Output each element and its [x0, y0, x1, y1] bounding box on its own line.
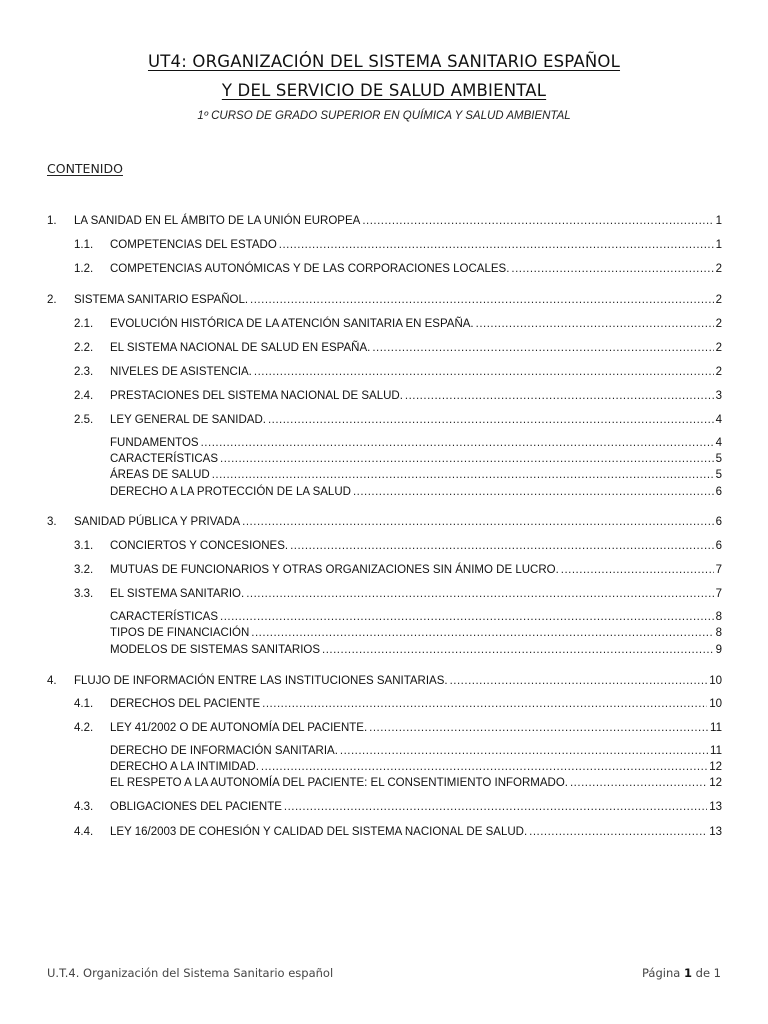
toc-entry[interactable]	[110, 611, 722, 623]
toc-entry-number: 3.3.	[74, 588, 94, 600]
toc-entry[interactable]	[110, 777, 722, 789]
toc-entry-page: 5	[715, 453, 722, 465]
toc-entry-number: 2.3.	[74, 366, 94, 378]
toc-entry-page: 8	[715, 611, 722, 623]
toc-entry-page: 2	[715, 294, 722, 306]
toc-entry-title: COMPETENCIAS DEL ESTADO	[110, 239, 277, 251]
document-subtitle: 1º CURSO DE GRADO SUPERIOR EN QUÍMICA Y SALUD AMBIENTAL	[197, 110, 571, 122]
toc-entry[interactable]	[110, 437, 722, 449]
toc-entry[interactable]	[74, 263, 722, 275]
toc-dot-leader	[254, 366, 714, 378]
toc-entry[interactable]	[74, 801, 722, 813]
toc-entry[interactable]	[47, 675, 722, 687]
toc-entry-title: MODELOS DE SISTEMAS SANITARIOS	[110, 644, 321, 656]
toc-entry-number: 2.1.	[74, 318, 94, 330]
toc-entry-page: 6	[715, 540, 722, 552]
toc-entry-title: SISTEMA SANITARIO ESPAÑOL.	[74, 294, 249, 306]
toc-dot-leader	[246, 588, 713, 600]
toc-dot-leader	[290, 540, 714, 552]
toc-entry-title: NIVELES DE ASISTENCIA.	[110, 366, 252, 378]
toc-entry[interactable]	[74, 588, 722, 600]
toc-dot-leader	[340, 745, 708, 757]
toc-entry[interactable]	[74, 239, 722, 251]
toc-entry-page: 6	[715, 516, 722, 528]
toc-entry-page: 2	[715, 366, 722, 378]
toc-entry-page: 9	[715, 644, 722, 656]
toc-dot-leader	[250, 294, 714, 306]
toc-entry-title: CONCIERTOS Y CONCESIONES.	[110, 540, 289, 552]
toc-entry-page: 7	[715, 564, 722, 576]
toc-dot-leader	[220, 453, 714, 465]
toc-entry-page: 1	[715, 215, 722, 227]
footer-page-word: Página	[642, 966, 681, 980]
toc-entry-page: 13	[709, 801, 722, 813]
toc-entry-number: 4.1.	[74, 698, 94, 710]
toc-dot-leader	[450, 675, 708, 687]
footer-document-name: U.T.4. Organización del Sistema Sanitario español	[47, 966, 334, 980]
toc-entry-page: 11	[710, 745, 722, 757]
footer-page-current: 1	[683, 966, 692, 980]
toc-entry-number: 4.	[47, 675, 57, 687]
document-title-line1: UT4: ORGANIZACIÓN DEL SISTEMA SANITARIO ESPAÑOL	[147, 52, 621, 71]
toc-dot-leader	[242, 516, 713, 528]
toc-entry[interactable]	[110, 469, 722, 481]
toc-entry-number: 4.3.	[74, 801, 94, 813]
toc-entry-page: 11	[710, 722, 722, 734]
toc-entry-number: 2.2.	[74, 342, 94, 354]
toc-dot-leader	[268, 414, 714, 426]
toc-entry-number: 4.2.	[74, 722, 94, 734]
toc-entry-number: 2.5.	[74, 414, 94, 426]
contents-heading: CONTENIDO	[47, 161, 123, 176]
toc-entry[interactable]	[74, 414, 722, 426]
toc-entry-page: 2	[715, 263, 722, 275]
toc-entry[interactable]	[74, 390, 722, 402]
footer-page-number	[642, 966, 721, 980]
toc-entry-number: 1.	[47, 215, 57, 227]
footer-page-total: 1	[713, 966, 721, 980]
toc-entry-title: CARACTERÍSTICAS	[110, 453, 218, 465]
toc-entry-page: 12	[709, 761, 722, 773]
toc-dot-leader	[261, 761, 707, 773]
toc-entry-page: 13	[709, 826, 722, 838]
toc-dot-leader	[362, 215, 713, 227]
toc-entry-title: COMPETENCIAS AUTONÓMICAS Y DE LAS CORPORACIONES LOCALES.	[110, 263, 510, 275]
toc-dot-leader	[561, 564, 714, 576]
toc-entry[interactable]	[47, 294, 722, 306]
toc-dot-leader	[353, 486, 714, 498]
toc-entry[interactable]	[74, 366, 722, 378]
toc-dot-leader	[284, 801, 707, 813]
toc-dot-leader	[405, 390, 714, 402]
toc-entry-title: MUTUAS DE FUNCIONARIOS Y OTRAS ORGANIZACIONES SIN ÁNIMO DE LUCRO.	[110, 564, 559, 576]
toc-entry[interactable]	[110, 486, 722, 498]
toc-entry-title: DERECHO A LA INTIMIDAD.	[110, 761, 259, 773]
toc-entry[interactable]	[74, 342, 722, 354]
toc-dot-leader	[476, 318, 714, 330]
toc-entry-title: LA SANIDAD EN EL ÁMBITO DE LA UNIÓN EUROPEA	[74, 215, 361, 227]
toc-entry-page: 8	[715, 627, 722, 639]
toc-entry-number: 3.2.	[74, 564, 94, 576]
toc-entry-page: 2	[715, 318, 722, 330]
toc-entry-title: DERECHOS DEL PACIENTE	[110, 698, 261, 710]
toc-entry-title: SANIDAD PÚBLICA Y PRIVADA	[74, 516, 241, 528]
toc-entry-title: CARACTERÍSTICAS	[110, 611, 218, 623]
toc-entry-number: 1.1.	[74, 239, 94, 251]
toc-entry-page: 4	[715, 437, 722, 449]
toc-entry[interactable]	[110, 745, 722, 757]
toc-entry-title: ÁREAS DE SALUD	[110, 469, 210, 481]
toc-entry-title: FLUJO DE INFORMACIÓN ENTRE LAS INSTITUCIONES SANITARIAS.	[74, 675, 448, 687]
toc-entry-title: DERECHO DE INFORMACIÓN SANITARIA.	[110, 745, 338, 757]
toc-entry[interactable]	[47, 215, 722, 227]
toc-entry[interactable]	[74, 722, 722, 734]
toc-entry-title: OBLIGACIONES DEL PACIENTE	[110, 801, 282, 813]
toc-entry-number: 4.4.	[74, 826, 94, 838]
toc-entry-title: LEY 16/2003 DE COHESIÓN Y CALIDAD DEL SISTEMA NACIONAL DE SALUD.	[110, 826, 528, 838]
toc-dot-leader	[279, 239, 714, 251]
toc-entry-number: 1.2.	[74, 263, 94, 275]
toc-entry-title: LEY 41/2002 O DE AUTONOMÍA DEL PACIENTE.	[110, 722, 368, 734]
toc-entry-title: EVOLUCIÓN HISTÓRICA DE LA ATENCIÓN SANITARIA EN ESPAÑA.	[110, 318, 474, 330]
toc-entry-page: 2	[715, 342, 722, 354]
toc-dot-leader	[262, 698, 707, 710]
toc-entry-page: 4	[715, 414, 722, 426]
toc-entry-page: 10	[709, 675, 722, 687]
toc-entry-page: 5	[715, 469, 722, 481]
toc-dot-leader	[369, 722, 708, 734]
toc-entry-page: 3	[715, 390, 722, 402]
toc-entry-page: 1	[715, 239, 722, 251]
toc-entry[interactable]	[110, 644, 722, 656]
toc-entry[interactable]	[74, 318, 722, 330]
toc-entry[interactable]	[110, 453, 722, 465]
toc-dot-leader	[322, 644, 714, 656]
toc-entry[interactable]	[74, 564, 722, 576]
toc-entry[interactable]	[110, 627, 722, 639]
toc-entry[interactable]	[74, 826, 722, 838]
toc-entry-title: LEY GENERAL DE SANIDAD.	[110, 414, 266, 426]
toc-entry-title: FUNDAMENTOS	[110, 437, 199, 449]
toc-entry-page: 12	[709, 777, 722, 789]
toc-entry-title: PRESTACIONES DEL SISTEMA NACIONAL DE SALUD.	[110, 390, 403, 402]
toc-entry-page: 10	[709, 698, 722, 710]
toc-dot-leader	[201, 437, 714, 449]
toc-entry[interactable]	[74, 540, 722, 552]
toc-entry-number: 3.1.	[74, 540, 94, 552]
toc-dot-leader	[511, 263, 713, 275]
toc-entry-title: DERECHO A LA PROTECCIÓN DE LA SALUD	[110, 486, 351, 498]
toc-dot-leader	[529, 826, 707, 838]
toc-entry-page: 6	[715, 486, 722, 498]
toc-dot-leader	[220, 611, 714, 623]
document-title-line2: Y DEL SERVICIO DE SALUD AMBIENTAL	[221, 81, 547, 100]
toc-entry-number: 2.4.	[74, 390, 94, 402]
toc-entry-number: 3.	[47, 516, 57, 528]
toc-dot-leader	[372, 342, 713, 354]
toc-entry[interactable]	[47, 516, 722, 528]
toc-entry-title: EL RESPETO A LA AUTONOMÍA DEL PACIENTE: EL CONSENTIMIENTO INFORMADO.	[110, 777, 568, 789]
toc-entry-title: EL SISTEMA NACIONAL DE SALUD EN ESPAÑA.	[110, 342, 371, 354]
toc-entry[interactable]	[74, 698, 722, 710]
footer-page-of: de	[695, 966, 711, 980]
toc-entry-page: 7	[715, 588, 722, 600]
toc-entry[interactable]	[110, 761, 722, 773]
toc-entry-title: TIPOS DE FINANCIACIÓN	[110, 627, 250, 639]
toc-dot-leader	[251, 627, 713, 639]
toc-dot-leader	[212, 469, 714, 481]
toc-dot-leader	[570, 777, 707, 789]
toc-entry-number: 2.	[47, 294, 57, 306]
toc-entry-title: EL SISTEMA SANITARIO.	[110, 588, 245, 600]
